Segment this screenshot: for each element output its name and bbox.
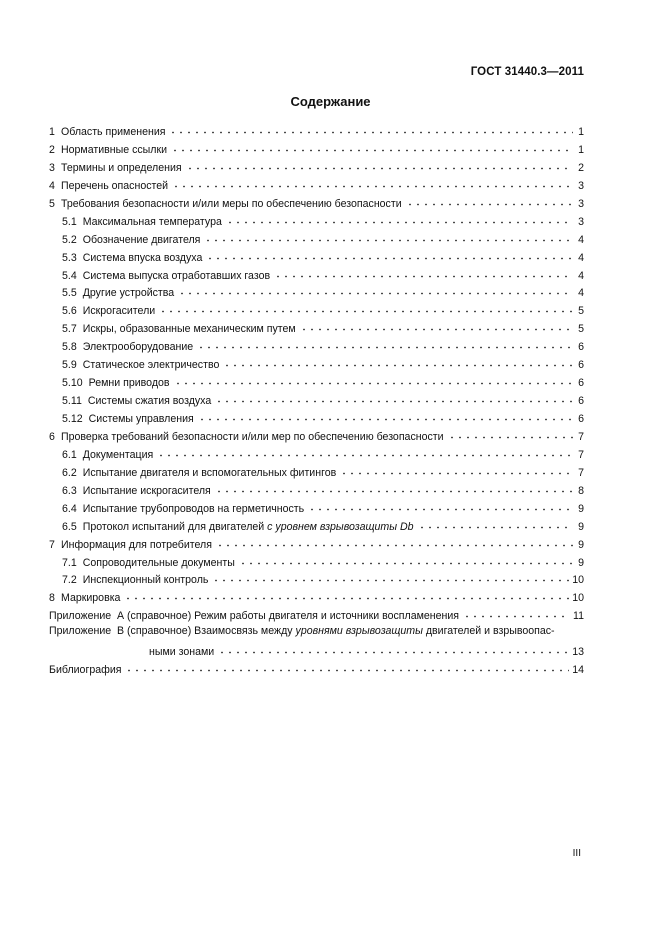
toc-entry[interactable]: [49, 390, 584, 408]
toc-entry-page: 6: [578, 413, 584, 425]
toc-entry-number: 5.2: [62, 233, 77, 246]
toc-entry-label: [83, 285, 174, 303]
toc-entry-page: 4: [578, 233, 584, 246]
toc-entry-page: 9: [578, 556, 584, 569]
toc-appendix-a[interactable]: [49, 605, 584, 623]
toc-entry-label: [89, 375, 170, 393]
toc-entry-number: 5.11: [62, 395, 82, 408]
dot-leader: [123, 589, 569, 603]
toc-entry-page: 7: [578, 448, 584, 461]
dot-leader: [417, 518, 573, 532]
toc-entry[interactable]: [49, 462, 584, 480]
dot-leader: [197, 410, 573, 424]
toc-entry-label-text: Электрооборудование: [82, 341, 194, 354]
dot-leader: [185, 159, 573, 173]
toc-entry-number: 8: [49, 592, 55, 605]
toc-entry-page: 4: [578, 251, 584, 264]
toc-entry[interactable]: [49, 408, 584, 426]
toc-entry-number: 4: [49, 179, 55, 192]
toc-entry[interactable]: [49, 175, 584, 193]
toc-entry[interactable]: [49, 372, 584, 390]
toc-entry-number: 5.6: [62, 305, 77, 318]
toc-entry[interactable]: [49, 444, 584, 462]
toc-entry-number: 7.1: [62, 556, 77, 569]
toc-entry-label-text: Нормативные ссылки: [61, 143, 168, 156]
toc-entry-label-text: Статическое электричество: [82, 359, 220, 372]
toc-entry-page: 6: [578, 377, 584, 390]
toc-entry-number: 7.2: [62, 574, 77, 587]
dot-leader: [158, 302, 573, 316]
toc-entry-label-text: Системы сжатия воздуха: [87, 395, 212, 408]
toc-entry-label: [83, 339, 193, 357]
toc-entry-label: [89, 411, 194, 429]
toc-entry-page: 10: [572, 592, 584, 605]
toc-entry-label: [61, 537, 212, 555]
toc-entry-page: 6: [578, 341, 584, 354]
toc-entry-number: 5.7: [62, 323, 77, 336]
toc-entry-page: 4: [578, 269, 584, 282]
toc-entry-label: [61, 178, 168, 196]
toc-entry-label-text: Перечень опасностей: [61, 179, 169, 192]
toc-entry-label: [83, 250, 203, 268]
toc-entry-label: [88, 393, 211, 411]
toc-title: Содержание: [290, 94, 371, 109]
toc-entry-label: [61, 160, 182, 178]
toc-entry[interactable]: [49, 139, 584, 157]
dot-leader: [205, 249, 573, 263]
toc-entry-label: [61, 142, 167, 160]
toc-entry-page: 8: [578, 484, 584, 497]
dot-leader: [211, 571, 569, 585]
toc-entry-page: 1: [578, 143, 584, 156]
dot-leader: [173, 374, 573, 388]
toc-entry-label-text: Системы управления: [88, 413, 194, 425]
toc-entry-label-text: Обозначение двигателя: [82, 233, 201, 246]
toc-entry-label-text: Сопроводительные документы: [82, 556, 235, 569]
toc-entry-number: 6.4: [62, 502, 77, 515]
toc-entry-page: 7: [578, 430, 584, 443]
toc-bibliography[interactable]: [49, 659, 584, 677]
dot-leader: [462, 607, 570, 621]
toc-entry-label: [83, 572, 209, 590]
dot-leader: [299, 320, 573, 334]
dot-leader: [339, 464, 573, 478]
toc-entry-label-text: Термины и определения: [61, 161, 182, 174]
dot-leader: [196, 338, 573, 352]
dot-leader: [156, 446, 573, 460]
dot-leader: [214, 482, 573, 496]
toc-entry-label-text: Другие устройства: [82, 287, 175, 300]
toc-entry-number: 5.10: [62, 377, 83, 390]
dot-leader: [273, 267, 573, 281]
toc-entry-number: 5.4: [62, 269, 77, 282]
toc-entry-label-text: Область применения: [61, 126, 166, 138]
toc-entry-label: [83, 555, 235, 573]
dot-leader: [168, 123, 573, 137]
toc-entry-number: 6.1: [62, 448, 77, 461]
standard-code: ГОСТ 31440.3—2011: [470, 66, 584, 78]
dot-leader: [225, 213, 573, 227]
toc-entry[interactable]: [49, 498, 584, 516]
toc-entry[interactable]: [49, 211, 584, 229]
toc-entry-page: 9: [578, 538, 584, 551]
toc-entry[interactable]: [49, 480, 584, 498]
toc-entry-page: 3: [578, 179, 584, 192]
toc-entry-label-italic: с уровнем взрывозащиты Db: [267, 520, 414, 533]
toc-entry-label: [61, 196, 402, 214]
toc-entry-page: 10: [572, 574, 584, 587]
toc-entry-label-text: Максимальная температура: [82, 215, 222, 228]
toc-entry-number: 3: [49, 161, 55, 174]
toc-appendix-b-label: [49, 623, 555, 641]
toc-entry-page: 5: [578, 323, 584, 336]
toc-entry-page: 2: [578, 161, 584, 174]
toc-appendix-a-label: Приложение А (справочное) Режим работы двигателя и источники воспламенения: [49, 610, 460, 623]
toc-entry-label: [83, 501, 304, 519]
toc-entry[interactable]: [49, 157, 584, 175]
toc-entry-page: 7: [578, 466, 584, 479]
dot-leader: [238, 554, 573, 568]
dot-leader: [177, 284, 573, 298]
toc-entry-number: 5.5: [62, 287, 77, 300]
toc-entry[interactable]: [49, 354, 584, 372]
dot-leader: [405, 195, 573, 209]
toc-entry-label: [61, 429, 444, 447]
toc-entry-page: 4: [578, 287, 584, 300]
dot-leader: [215, 536, 573, 550]
toc-entry[interactable]: [49, 282, 584, 300]
toc-entry[interactable]: [49, 247, 584, 265]
toc-entry-label: [83, 357, 220, 375]
toc-entry-number: 5.8: [62, 341, 77, 354]
toc-entry-label: [83, 214, 222, 232]
toc-entry-label-text: Маркировка: [61, 592, 121, 605]
toc-entry-label: [83, 465, 336, 483]
toc-entry-page: 3: [578, 197, 584, 210]
toc-entry-label-text: Система выпуска отработавших газов: [82, 269, 271, 282]
toc-entry-label-text: Информация для потребителя: [61, 538, 212, 551]
dot-leader: [447, 428, 573, 442]
toc-bibliography-label: Библиография: [49, 664, 122, 677]
toc-entry-page: 6: [578, 395, 584, 408]
table-of-contents: [49, 121, 584, 677]
toc-entry-label: [83, 232, 201, 250]
toc-entry-label-text: Требования безопасности и/или меры по обеспечению безопасности: [61, 197, 402, 210]
toc-entry[interactable]: [49, 318, 584, 336]
toc-entry-number: 5: [49, 197, 55, 210]
toc-appendix-b-line1[interactable]: [49, 623, 584, 641]
toc-appendix-b-italic: уровнями взрывозащиты: [295, 625, 423, 638]
toc-entry[interactable]: [49, 336, 584, 354]
toc-entry[interactable]: [49, 121, 584, 139]
toc-entry-number: 2: [49, 143, 55, 156]
toc-entry[interactable]: [49, 552, 584, 570]
toc-entry-number: 6.5: [62, 520, 77, 533]
toc-appendix-b-page: 13: [572, 646, 584, 659]
toc-entry-number: 5.1: [62, 215, 77, 228]
toc-entry-number: 5.9: [62, 359, 77, 372]
toc-entry[interactable]: [49, 426, 584, 444]
toc-entry-label-text: Испытание двигателя и вспомогательных фитингов: [82, 466, 337, 479]
dot-leader: [170, 141, 573, 155]
toc-entry-page: 1: [578, 126, 584, 138]
toc-entry-page: 9: [578, 502, 584, 515]
toc-entry[interactable]: [49, 193, 584, 211]
toc-entry-label-text: Искры, образованные механическим путем: [82, 323, 296, 336]
toc-entry-label: [61, 124, 165, 142]
toc-entry[interactable]: [49, 300, 584, 318]
toc-entry-label: [83, 483, 211, 501]
toc-entry-label: [83, 447, 154, 465]
toc-entry-label: [83, 268, 270, 286]
toc-entry[interactable]: [49, 265, 584, 283]
dot-leader: [214, 392, 573, 406]
toc-entry-label: [83, 519, 414, 537]
dot-leader: [217, 643, 569, 657]
toc-entry-label-text: Искрогасители: [82, 305, 156, 318]
toc-entry-page: 6: [578, 359, 584, 372]
dot-leader: [171, 177, 573, 191]
toc-entry-label-text: Проверка требований безопасности и/или мер по обеспечению безопасности: [61, 430, 444, 443]
toc-entry-label-text: Ремни приводов: [88, 377, 170, 390]
dot-leader: [307, 500, 573, 514]
dot-leader: [222, 356, 573, 370]
toc-entry[interactable]: [49, 534, 584, 552]
toc-appendix-b-text-end: двигателей и взрывоопас-: [422, 625, 555, 638]
toc-entry-label: [61, 590, 120, 608]
dot-leader: [203, 231, 573, 245]
toc-appendix-b-text: Приложение В (справочное) Взаимосвязь между: [49, 625, 296, 638]
toc-entry-label-text: Испытание трубопроводов на герметичность: [82, 502, 305, 515]
page-number: III: [572, 848, 581, 859]
toc-entry[interactable]: [49, 516, 584, 534]
toc-appendix-b-line2[interactable]: [49, 641, 584, 659]
toc-appendix-b-label-cont: ными зонами: [149, 646, 215, 659]
toc-entry-number: 7: [49, 538, 55, 551]
toc-appendix-a-page: 11: [573, 610, 584, 623]
toc-entry-page: 9: [578, 520, 584, 533]
toc-entry-label-text: Протокол испытаний для двигателей: [82, 520, 268, 533]
toc-entry-number: 1: [49, 126, 55, 138]
toc-entry-page: 5: [578, 305, 584, 318]
toc-entry[interactable]: [49, 229, 584, 247]
toc-entry-label-text: Инспекционный контроль: [82, 574, 209, 587]
toc-entry-number: 6.2: [62, 466, 77, 479]
dot-leader: [124, 661, 569, 675]
toc-entry[interactable]: [49, 587, 584, 605]
toc-entry-label-text: Система впуска воздуха: [82, 251, 203, 264]
toc-entry[interactable]: [49, 569, 584, 587]
toc-entry-label: [83, 303, 155, 321]
toc-entry-label-text: Испытание искрогасителя: [82, 484, 211, 497]
toc-entry-number: 5.12: [62, 413, 83, 425]
toc-entry-number: 6: [49, 430, 55, 443]
toc-bibliography-page: 14: [572, 664, 584, 677]
toc-entry-number: 6.3: [62, 484, 77, 497]
toc-entry-label: [83, 321, 296, 339]
toc-entry-label-text: Документация: [82, 448, 154, 461]
toc-entry-number: 5.3: [62, 251, 77, 264]
toc-entry-page: 3: [578, 215, 584, 228]
